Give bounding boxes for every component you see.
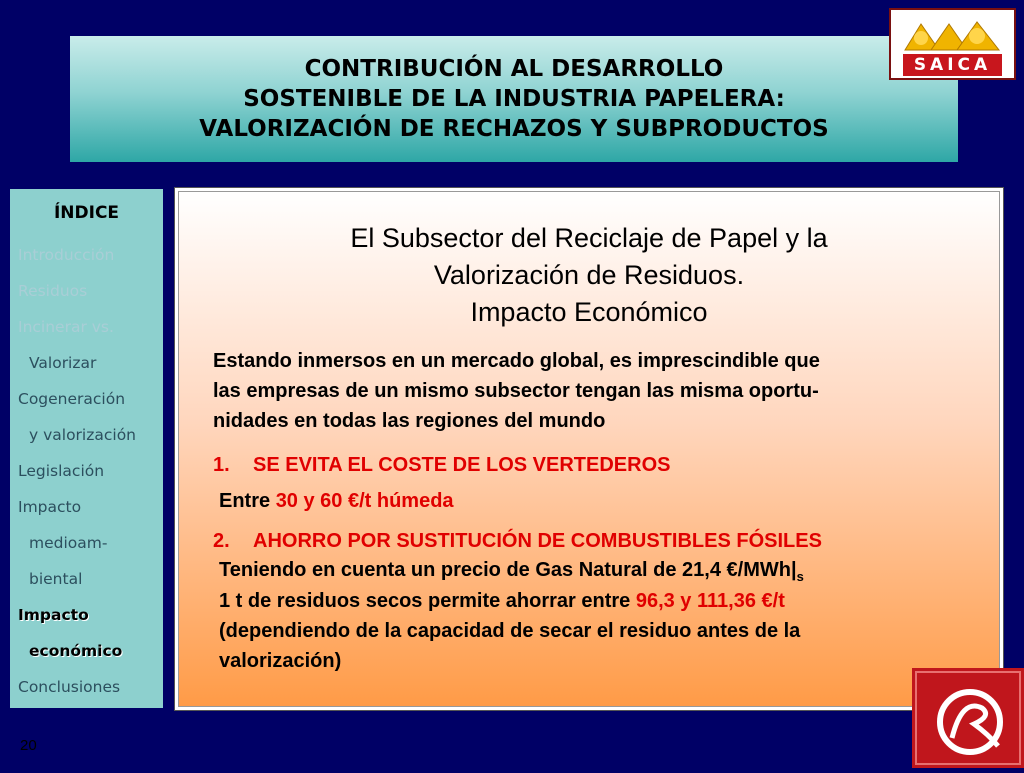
sidebar-item-impacto-medioambiental[interactable]: Impacto <box>18 498 82 516</box>
intro-line-3: nidades en todas las regiones del mundo <box>213 410 606 432</box>
index-list <box>18 237 136 705</box>
sidebar-item-incinerar[interactable]: Incinerar vs. <box>18 318 114 336</box>
index-sidebar <box>10 189 163 708</box>
content-heading <box>179 220 999 331</box>
intro-line-1: Estando inmersos en un mercado global, es imprescindible que <box>213 350 820 372</box>
item-2-line-1 <box>219 559 804 584</box>
content-panel <box>174 187 1004 711</box>
item-2-line-4: valorización) <box>219 650 342 672</box>
sidebar-item-residuos[interactable]: Residuos <box>18 282 88 300</box>
sidebar-item-introduccion[interactable]: Introducción <box>18 246 115 264</box>
corner-emblem <box>912 668 1024 768</box>
item-2-line-1-text: Teniendo en cuenta un precio de Gas Natural de 21,4 €/MWh| <box>219 559 797 581</box>
title-line-3: VALORIZACIÓN DE RECHAZOS Y SUBPRODUCTOS <box>199 116 829 142</box>
sidebar-item-cogeneracion[interactable]: Cogeneración <box>18 390 126 408</box>
sidebar-item-conclusiones[interactable]: Conclusiones <box>18 678 121 696</box>
item-1-number: 1. <box>213 454 230 476</box>
item-1-prefix: Entre <box>219 490 276 512</box>
item-1-text <box>219 490 454 513</box>
item-1-value: 30 y 60 €/t húmeda <box>275 490 454 512</box>
title-line-1: CONTRIBUCIÓN AL DESARROLLO <box>304 56 724 82</box>
item-2-title-text: AHORRO POR SUSTITUCIÓN DE COMBUSTIBLES FÓSILES <box>253 530 822 552</box>
sidebar-item-biental[interactable]: biental <box>29 570 83 588</box>
index-heading: ÍNDICE <box>53 203 120 223</box>
item-2-line-1-sub: s <box>796 569 804 584</box>
heading-line-1: El Subsector del Reciclaje de Papel y la <box>350 223 828 253</box>
item-2-line-2-prefix: 1 t de residuos secos permite ahorrar entre <box>219 590 636 612</box>
content-inner <box>178 191 1000 707</box>
sidebar-item-impacto-economico[interactable]: Impacto <box>18 606 89 624</box>
item-2-line-2-value: 96,3 y 111,36 €/t <box>635 590 785 612</box>
intro-paragraph <box>213 346 1003 436</box>
sidebar-item-legislacion[interactable]: Legislación <box>18 462 105 480</box>
item-2-title <box>213 530 822 553</box>
heading-line-2: Valorización de Residuos. <box>433 260 745 290</box>
title-line-2: SOSTENIBLE DE LA INDUSTRIA PAPELERA: <box>243 86 785 112</box>
sidebar-item-medioam[interactable]: medioam- <box>29 534 108 552</box>
saica-logo <box>889 8 1016 80</box>
sidebar-item-economico[interactable]: económico <box>29 642 123 660</box>
sidebar-item-y-valorizacion[interactable]: y valorización <box>29 426 137 444</box>
item-1-title-text: SE EVITA EL COSTE DE LOS VERTEDEROS <box>253 454 671 476</box>
item-1-title <box>213 454 670 477</box>
heading-line-3: Impacto Económico <box>470 297 708 327</box>
page-number: 20 <box>20 737 37 754</box>
intro-line-2: las empresas de un mismo subsector tengan las misma oportu- <box>213 380 819 402</box>
item-2-number: 2. <box>213 530 230 552</box>
slide-title <box>70 36 958 162</box>
item-2-line-2 <box>219 590 785 613</box>
logo-text: SAICA <box>903 54 1002 76</box>
sidebar-item-valorizar[interactable]: Valorizar <box>29 354 97 372</box>
item-2-line-3: (dependiendo de la capacidad de secar el residuo antes de la <box>219 620 801 642</box>
